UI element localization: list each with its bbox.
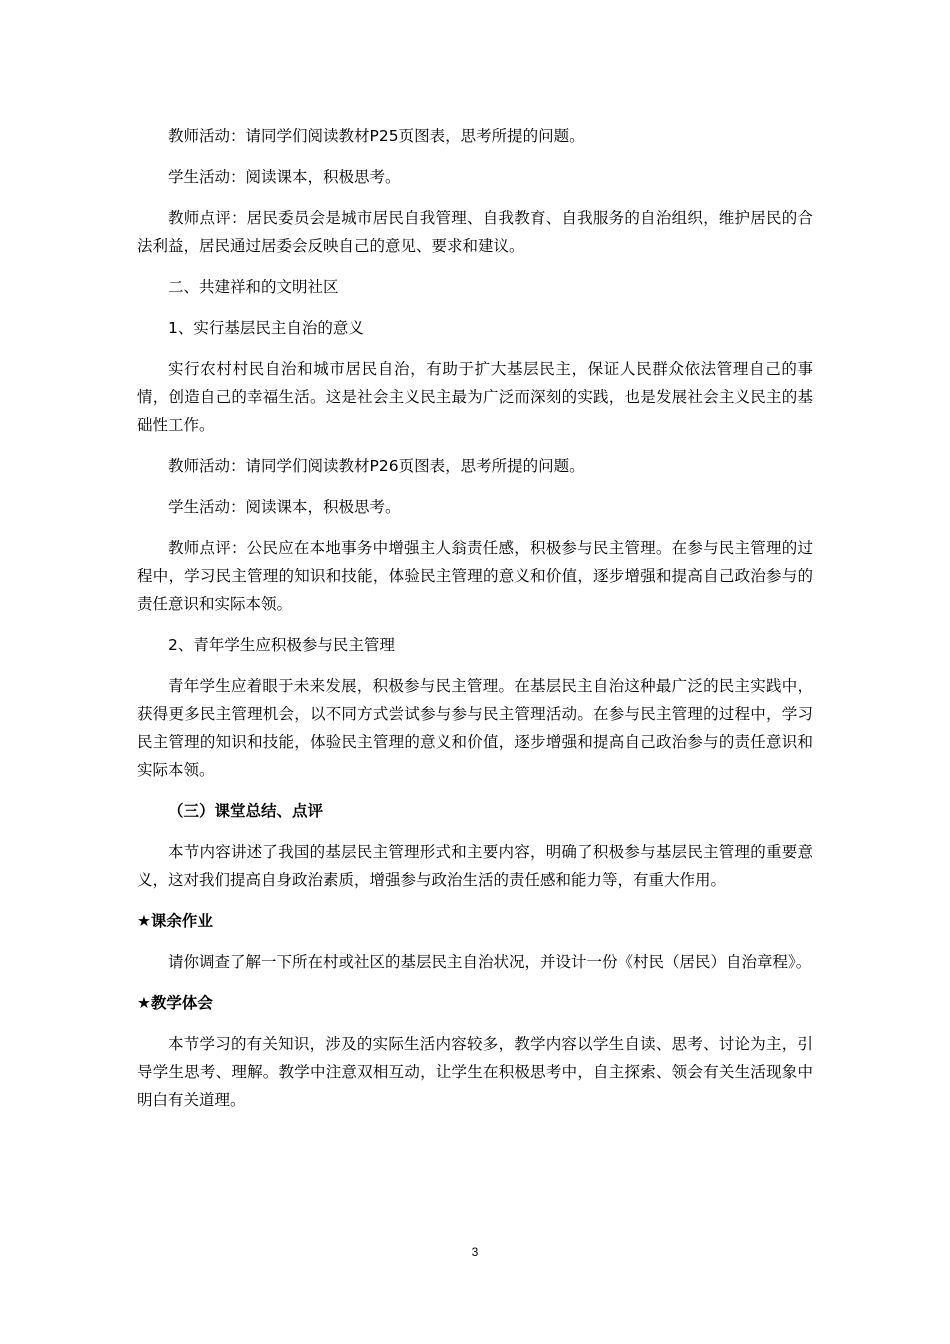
paragraph-teacher-comment-1: 教师点评：居民委员会是城市居民自我管理、自我教育、自我服务的自治组织，维护居民的合法利益，居民通过居委会反映自己的意见、要求和建议。 — [137, 209, 813, 255]
paragraph-student-activity-1: 学生活动：阅读课本，积极思考。 — [168, 168, 401, 186]
subheading-2: 2、青年学生应积极参与民主管理 — [168, 636, 395, 654]
heading-teaching-reflection: ★教学体会 — [137, 994, 213, 1012]
paragraph-teaching-reflection: 本节学习的有关知识，涉及的实际生活内容较多，教学内容以学生自读、思考、讨论为主，引导学生思考、理解。教学中注意双相互动，让学生在积极思考中，自主探索、领会有关生活现象中明白有关道理。 — [137, 1035, 813, 1109]
heading-homework: ★课余作业 — [137, 912, 213, 930]
paragraph-summary: 本节内容讲述了我国的基层民主管理形式和主要内容，明确了积极参与基层民主管理的重要意义，这对我们提高自身政治素质，增强参与政治生活的责任感和能力等，有重大作用。 — [137, 843, 813, 889]
paragraph-student-activity-2: 学生活动：阅读课本，积极思考。 — [168, 498, 401, 516]
paragraph-teacher-activity-2: 教师活动：请同学们阅读教材P26页图表，思考所提的问题。 — [168, 457, 585, 475]
paragraph-homework: 请你调查了解一下所在村或社区的基层民主自治状况，并设计一份《村民（居民）自治章程》。 — [168, 953, 812, 971]
subheading-1: 1、实行基层民主自治的意义 — [168, 319, 364, 337]
paragraph-teacher-activity-1: 教师活动：请同学们阅读教材P25页图表，思考所提的问题。 — [168, 127, 585, 145]
paragraph-youth-participation: 青年学生应着眼于未来发展，积极参与民主管理。在基层民主自治这种最广泛的民主实践中，获得更多民主管理机会，以不同方式尝试参与参与民主管理活动。在参与民主管理的过程中，学习民主管理的知识和技能，体验民主管理的意义和价值，逐步增强和提高自己政治参与的责任意识和实际本领。 — [137, 677, 813, 779]
page-content — [137, 122, 813, 1127]
section-heading-2: 二、共建祥和的文明社区 — [168, 278, 339, 296]
paragraph-self-governance-meaning: 实行农村村民自治和城市居民自治，有助于扩大基层民主，保证人民群众依法管理自己的事情，创造自己的幸福生活。这是社会主义民主最为广泛而深刻的实践，也是发展社会主义民主的基础性工作。 — [137, 360, 813, 434]
section-heading-summary: （三）课堂总结、点评 — [168, 802, 324, 820]
paragraph-teacher-comment-2: 教师点评：公民应在本地事务中增强主人翁责任感，积极参与民主管理。在参与民主管理的过程中，学习民主管理的知识和技能，体验民主管理的意义和价值，逐步增强和提高自己政治参与的责任意识和实际本领。 — [137, 539, 813, 613]
page-number: 3 — [471, 1245, 479, 1259]
